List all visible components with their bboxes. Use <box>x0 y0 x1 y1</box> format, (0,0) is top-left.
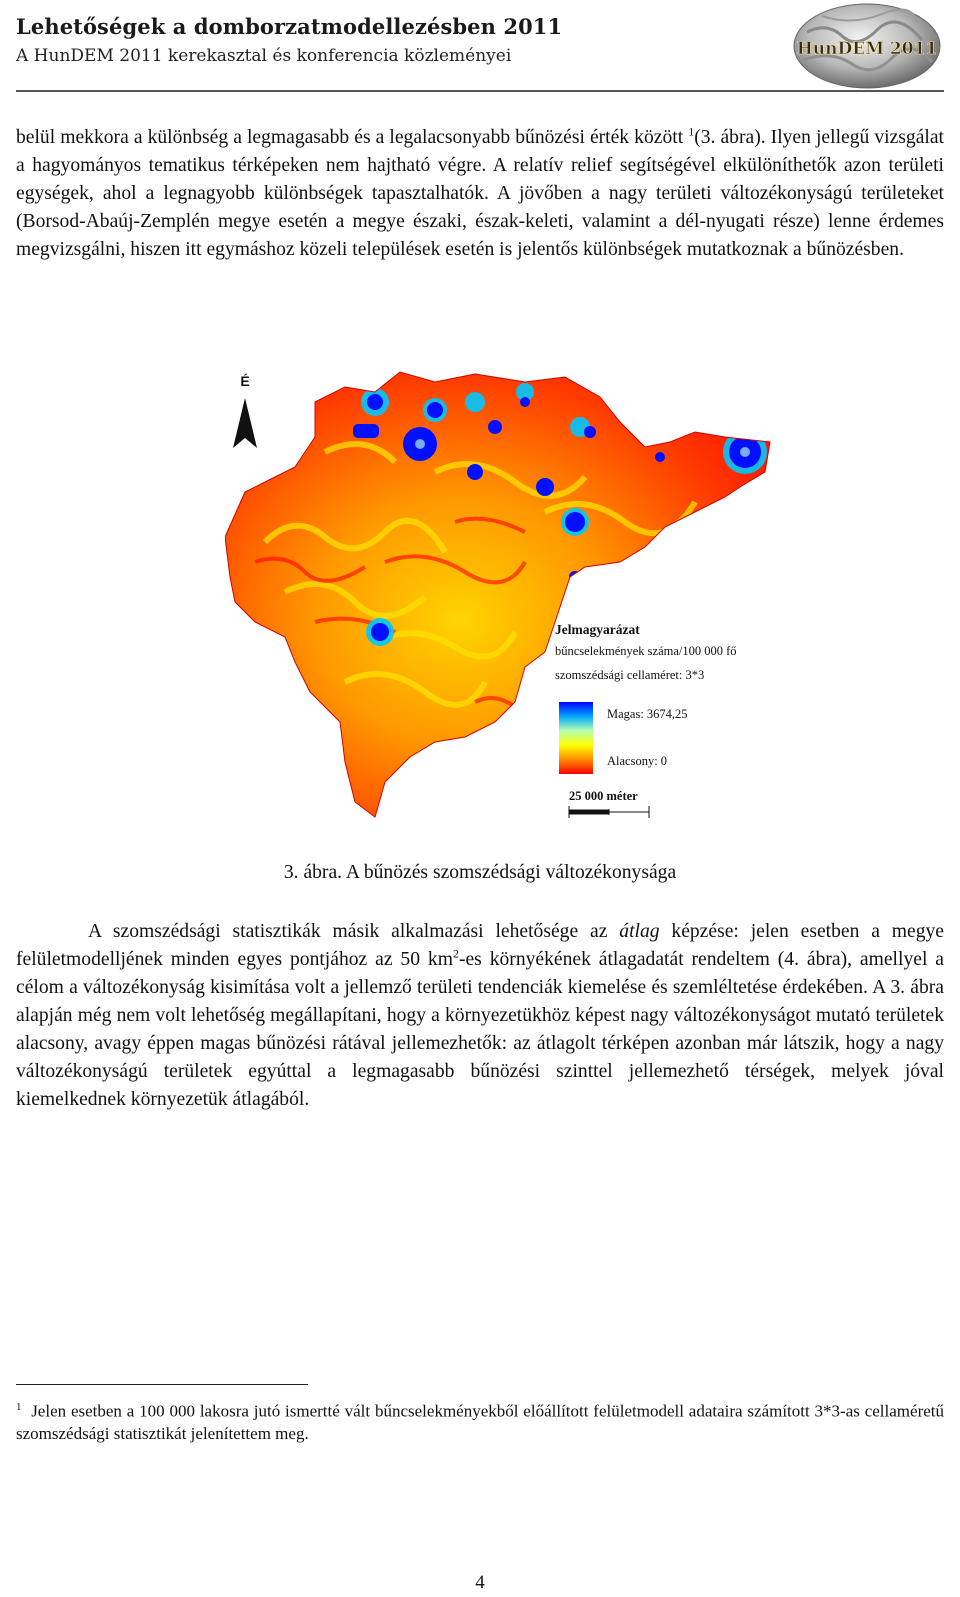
figure-caption: 3. ábra. A bűnözés szomszédsági változékonysága <box>283 862 677 883</box>
north-label: É <box>240 373 250 389</box>
footnote <box>16 1396 944 1445</box>
figure-3 <box>225 362 785 832</box>
legend-color-ramp <box>559 702 593 774</box>
body-paragraph-1: belül mekkora a különbség a legmagasabb és a legalacsonyabb bűnözési érték között $^1$(3. ábra). Ilyen jellegű vizsgálat a hagyományos tematikus térképeken nem hajtható végre. A relatív relief segítségével elkülöníthetők azon területi egységek, ahol a legnagyobb különbségek tapasztalhatók. A jövőben a nagy területi változékonyságú területeket (Borsod-Abaúj-Zemplén megye esetén a megye északi, észak-keleti, valamint a dél-nyugati része) lenne érdemes megvizsgálni, hiszen itt egymáshoz közeli települések esetén is jelentős különbségek mutatkoznak a bűnözésben. <box>16 124 944 260</box>
legend-title: Jelmagyarázat <box>555 622 640 637</box>
legend-line-1: bűncselekmények száma/100 000 fő <box>555 644 737 658</box>
header-subtitle: A HunDEM 2011 kerekasztal és konferencia közleményei <box>16 46 512 66</box>
header-divider <box>16 90 944 92</box>
page-header <box>16 0 944 92</box>
legend-high: Magas: 3674,25 <box>607 707 688 721</box>
map-legend <box>555 622 737 818</box>
page-number: 4 <box>475 1572 485 1593</box>
scale-bar <box>569 806 649 818</box>
footnote-text: Jelen esetben a 100 000 lakosra jutó ismertté vált bűncselekményekből előállított felületmodell adataira számított 3*3-as cellaméretű szomszédsági statisztikát jelenítettem meg. <box>16 1401 945 1443</box>
emphasis-atlag: átlag <box>619 921 660 942</box>
hundem-logo <box>792 2 942 90</box>
footnote-separator <box>16 1384 308 1385</box>
footnote-number: 1 <box>16 1401 22 1413</box>
legend-low: Alacsony: 0 <box>607 754 668 768</box>
footnote-ref: 1 <box>688 124 695 139</box>
scale-label: 25 000 méter <box>569 789 638 803</box>
legend-line-2: szomszédsági cellaméret: 3*3 <box>555 668 705 682</box>
header-title: Lehetőségek a domborzatmodellezésben 2011 <box>16 14 563 39</box>
logo-text: HunDEM 2011 <box>796 39 938 59</box>
body-paragraph-2: A szomszédsági statisztikák másik alkalmazási lehetősége az átlag képzése: jelen esetben a megye felületmodelljének minden egyes pontjához az 50 $km^2-es$ környékének átlagadatát rendeltem (4. ábra), amellyel a célom a változékonyság kisimítása volt a jellemző területi tendenciák kiemelése és szemléltetése érdekében. A 3. ábra alapján még nem volt lehetőség megállapítani, hogy a környezetükhöz képest nagy változékonyságot mutató területek alacsony, avagy éppen magas bűnözési rátával jellemezhetők: az átlagolt térképen azonban már látszik, hogy a nagy változékonyságú területek egyúttal a legmagasabb bűnözési szinttel jellemezhető térségek, melyek jóval kiemelkednek környezetük átlagából. <box>16 921 944 1110</box>
north-arrow <box>233 373 257 448</box>
